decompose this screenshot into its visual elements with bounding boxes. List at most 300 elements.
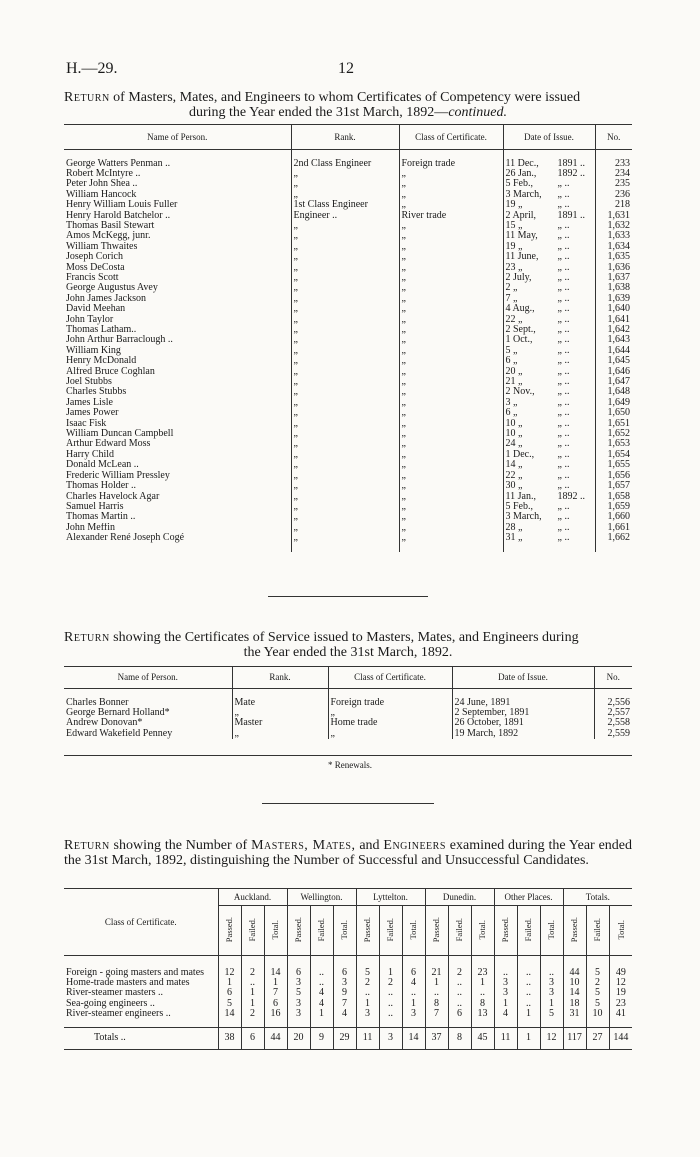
issue-date: [503, 200, 595, 210]
issue-year: „ ..: [557, 293, 570, 304]
subcol-header: [287, 906, 310, 956]
count-cell: 7: [333, 999, 356, 1009]
certificate-number: 235: [615, 179, 630, 190]
issue-day: 3 March,: [505, 512, 542, 523]
rank: „: [291, 190, 399, 200]
person-name: David Meehan: [64, 304, 291, 314]
table-row: [64, 294, 632, 304]
issue-date: 26 October, 1891: [452, 718, 594, 728]
count-cell: 49: [615, 967, 626, 978]
examinations-table: [64, 888, 632, 1050]
issue-day: 6 „: [505, 408, 518, 419]
issue-year: 1891 ..: [557, 210, 585, 221]
col-header-class: Class of Certificate.: [328, 667, 452, 689]
table-row: [64, 419, 632, 429]
person-name: Peter John Shea ..: [64, 179, 291, 189]
table-row: [64, 999, 632, 1009]
certificate-class: „: [399, 387, 503, 397]
issue-date: [503, 419, 595, 429]
person-name: Moss DeCosta: [64, 263, 291, 273]
issue-day: 10 „: [505, 418, 523, 429]
total-cell: 117: [563, 1028, 586, 1050]
count-cell: 4: [310, 999, 333, 1009]
count-cell: 8: [471, 999, 494, 1009]
issue-day: 11 May,: [505, 231, 538, 242]
count-cell: ..: [356, 988, 379, 998]
rank: „: [291, 502, 399, 512]
person-name: James Lisle: [64, 398, 291, 408]
subcol-header-label: Total.: [615, 919, 626, 940]
count-cell: 6: [333, 968, 356, 978]
rank: „: [291, 315, 399, 325]
certificate-class: „: [399, 481, 503, 491]
total-cell: 45: [471, 1028, 494, 1050]
certificate-class: „: [399, 304, 503, 314]
subcol-header-label: Failed.: [523, 917, 534, 941]
issue-date: [503, 429, 595, 439]
issue-day: 22 „: [505, 314, 523, 325]
issue-day: 6 „: [505, 356, 518, 367]
person-name: Edward Wakefield Penney: [64, 729, 232, 739]
table-row: [64, 377, 632, 387]
subcol-header: [241, 906, 264, 956]
count-cell: ..: [540, 968, 563, 978]
issue-date: [503, 190, 595, 200]
rank: „: [291, 450, 399, 460]
subcol-header-label: Failed.: [592, 917, 603, 941]
person-name: Henry Harold Batchelor ..: [64, 211, 291, 221]
count-cell: 6: [218, 988, 241, 998]
certificate-number: 2,558: [607, 718, 630, 729]
issue-date: [503, 283, 595, 293]
count-cell: ..: [517, 968, 540, 978]
certificate-class: „: [399, 200, 503, 210]
totals-row: [64, 1028, 632, 1050]
issue-year: „ ..: [557, 439, 570, 450]
issue-date: [503, 263, 595, 273]
certificate-class: „: [399, 335, 503, 345]
col-header-class: Class of Certificate.: [64, 889, 218, 956]
rank: „: [291, 283, 399, 293]
rank: „: [291, 252, 399, 262]
person-name: Donald McLean ..: [64, 460, 291, 470]
count-cell: ..: [379, 999, 402, 1009]
total-cell: 20: [287, 1028, 310, 1050]
rank: „: [291, 221, 399, 231]
table-row: [64, 231, 632, 241]
count-cell: ..: [379, 1009, 402, 1019]
subcol-header: [494, 906, 517, 956]
table-row: [64, 988, 632, 998]
total-cell: 8: [448, 1028, 471, 1050]
person-name: William Thwaites: [64, 242, 291, 252]
rank: „: [291, 377, 399, 387]
subcol-header: [264, 906, 287, 956]
count-cell: 5: [540, 1009, 563, 1019]
count-cell: 5: [356, 968, 379, 978]
subcol-header: [609, 906, 632, 956]
count-cell: 4: [310, 988, 333, 998]
certificate-class: River trade: [399, 211, 503, 221]
page-header: [66, 60, 632, 78]
rank: „: [291, 419, 399, 429]
issue-day: 30 „: [505, 481, 523, 492]
rank: „: [291, 533, 399, 543]
count-cell: 10: [586, 1009, 609, 1019]
person-name: Francis Scott: [64, 273, 291, 283]
issue-year: „ ..: [557, 283, 570, 294]
table-row: [64, 429, 632, 439]
count-cell: ..: [494, 968, 517, 978]
issue-day: 3 „: [505, 397, 518, 408]
certificate-class: „: [399, 221, 503, 231]
rank: „: [291, 471, 399, 481]
certificate-class: „: [399, 523, 503, 533]
issue-year: „ ..: [557, 220, 570, 231]
table-row: [64, 283, 632, 293]
count-cell: ..: [310, 978, 333, 988]
service-certificates-table: [64, 666, 632, 739]
total-cell: 27: [586, 1028, 609, 1050]
count-cell: 12: [615, 977, 626, 988]
table-row: [64, 1009, 632, 1019]
group-header: Auckland.: [218, 889, 287, 906]
person-name: William Duncan Campbell: [64, 429, 291, 439]
count-cell: 3: [494, 978, 517, 988]
person-name: George Watters Penman ..: [64, 159, 291, 169]
count-cell: 2: [379, 978, 402, 988]
rank: „: [291, 481, 399, 491]
rank: Master: [232, 718, 328, 728]
total-cell: 11: [356, 1028, 379, 1050]
count-cell: 9: [333, 988, 356, 998]
issue-year: „ ..: [557, 470, 570, 481]
rank: „: [291, 325, 399, 335]
count-cell: 13: [471, 1009, 494, 1019]
count-cell: 2: [586, 978, 609, 988]
count-cell: 1: [425, 978, 448, 988]
issue-year: „ ..: [557, 429, 570, 440]
certificate-number: 1,647: [607, 377, 630, 388]
issue-date: [503, 481, 595, 491]
certificate-class: „: [399, 283, 503, 293]
table3-title: Return showing the Number of Masters, Mates, and Engineers examined during the Year ended the 31st March, 1892, distinguishing the Number of Successful and Unsuccessful Candidates.: [64, 838, 632, 868]
count-cell: 5: [218, 999, 241, 1009]
table-row: [64, 398, 632, 408]
count-cell: 6: [402, 968, 425, 978]
certificate-number: 1,653: [607, 439, 630, 450]
certificate-number: 1,662: [607, 533, 630, 544]
certificate-number: 1,636: [607, 262, 630, 273]
table-row: [64, 211, 632, 221]
count-cell: ..: [517, 978, 540, 988]
rank: „: [291, 304, 399, 314]
issue-year: „ ..: [557, 345, 570, 356]
rank: „: [291, 460, 399, 470]
rank: „: [291, 492, 399, 502]
count-cell: ..: [517, 988, 540, 998]
count-cell: 1: [310, 1009, 333, 1019]
issue-date: [503, 408, 595, 418]
issue-day: 4 Aug.,: [505, 304, 535, 315]
certificate-class: „: [399, 492, 503, 502]
col-header-name: Name of Person.: [64, 125, 291, 150]
issue-date: [503, 242, 595, 252]
table-row: [64, 242, 632, 252]
issue-date: [503, 512, 595, 522]
issue-day: 5 „: [505, 345, 518, 356]
certificate-number: 1,660: [607, 512, 630, 523]
rank: Mate: [232, 698, 328, 708]
issue-date: [503, 304, 595, 314]
table-row: [64, 159, 632, 169]
certificate-number: 1,641: [607, 314, 630, 325]
certificate-class: „: [328, 708, 452, 718]
issue-year: „ ..: [557, 418, 570, 429]
count-cell: ..: [241, 978, 264, 988]
count-cell: 3: [540, 988, 563, 998]
person-name: Henry William Louis Fuller: [64, 200, 291, 210]
count-cell: 2: [241, 1009, 264, 1019]
table-row: [64, 304, 632, 314]
issue-year: „ ..: [557, 241, 570, 252]
issue-year: „ ..: [557, 387, 570, 398]
issue-day: 2 „: [505, 283, 518, 294]
issue-date: [503, 335, 595, 345]
count-cell: ..: [471, 988, 494, 998]
total-cell: 29: [333, 1028, 356, 1050]
count-cell: 4: [494, 1009, 517, 1019]
table-row: [64, 718, 632, 728]
subcol-header-label: Failed.: [454, 917, 465, 941]
certificate-number: 1,643: [607, 335, 630, 346]
rank: „: [291, 273, 399, 283]
total-cell: 6: [241, 1028, 264, 1050]
rank: „: [291, 335, 399, 345]
issue-day: 11 Jan.,: [505, 491, 536, 502]
issue-date: [503, 523, 595, 533]
certificate-number: 1,659: [607, 501, 630, 512]
person-name: James Power: [64, 408, 291, 418]
count-cell: 6: [448, 1009, 471, 1019]
issue-date: [503, 502, 595, 512]
issue-date: [503, 169, 595, 179]
issue-year: „ ..: [557, 262, 570, 273]
issue-day: 20 „: [505, 366, 523, 377]
certificate-class: „: [399, 450, 503, 460]
certificate-number: 1,634: [607, 241, 630, 252]
rank: Engineer ..: [291, 211, 399, 221]
total-cell: 3: [379, 1028, 402, 1050]
count-cell: 1: [264, 978, 287, 988]
issue-year: „ ..: [557, 252, 570, 263]
certificate-number: 234: [615, 168, 630, 179]
issue-year: „ ..: [557, 366, 570, 377]
certificate-number: 1,633: [607, 231, 630, 242]
subcol-header-label: Total.: [270, 919, 281, 940]
count-cell: 3: [333, 978, 356, 988]
issue-day: 7 „: [505, 293, 518, 304]
subcol-header: [310, 906, 333, 956]
table-row: [64, 190, 632, 200]
person-name: George Augustus Avey: [64, 283, 291, 293]
person-name: Frederic William Pressley: [64, 471, 291, 481]
person-name: William King: [64, 346, 291, 356]
rank: „: [291, 263, 399, 273]
subcol-header: [356, 906, 379, 956]
certificate-number: 1,658: [607, 491, 630, 502]
person-name: Thomas Holder ..: [64, 481, 291, 491]
certificate-class: Home trade: [328, 718, 452, 728]
count-cell: ..: [425, 988, 448, 998]
rank: „: [291, 367, 399, 377]
certificate-number: 1,639: [607, 293, 630, 304]
certificate-number: 233: [615, 158, 630, 169]
issue-date: 19 March, 1892: [452, 729, 594, 739]
subcol-header: [563, 906, 586, 956]
col-header-name: Name of Person.: [64, 667, 232, 689]
issue-date: [503, 159, 595, 169]
issue-year: „ ..: [557, 522, 570, 533]
table1-title: Return of Masters, Mates, and Engineers to whom Certificates of Competency were issued during the Year ended the 31st March, 1892—continued.: [64, 90, 581, 120]
certificate-number: 2,556: [607, 697, 630, 708]
issue-date: [503, 460, 595, 470]
subcol-header: [218, 906, 241, 956]
count-cell: ..: [448, 978, 471, 988]
certificate-class: „: [399, 419, 503, 429]
person-name: Thomas Latham..: [64, 325, 291, 335]
col-header-date: Date of Issue.: [452, 667, 594, 689]
issue-date: [503, 294, 595, 304]
issue-year: „ ..: [557, 325, 570, 335]
issue-day: 23 „: [505, 262, 523, 273]
count-cell: 6: [264, 999, 287, 1009]
issue-date: [503, 221, 595, 231]
issue-date: [503, 211, 595, 221]
rank: „: [291, 398, 399, 408]
table-row: [64, 221, 632, 231]
issue-date: [503, 231, 595, 241]
issue-day: 2 April,: [505, 210, 537, 221]
certificate-number: 1,637: [607, 272, 630, 283]
certificate-class: „: [399, 263, 503, 273]
table-row: [64, 512, 632, 522]
issue-day: 5 Feb.,: [505, 179, 533, 190]
issue-day: 19 „: [505, 200, 523, 211]
certificate-number: 1,645: [607, 356, 630, 367]
table-row: [64, 169, 632, 179]
certificate-number: 1,631: [607, 210, 630, 221]
person-name: Joseph Corich: [64, 252, 291, 262]
certificate-number: 1,640: [607, 304, 630, 315]
subcol-header-label: Total.: [408, 919, 419, 940]
certificate-class-label: Home-trade masters and mates: [64, 978, 218, 988]
issue-year: „ ..: [557, 272, 570, 283]
rank: „: [291, 242, 399, 252]
person-name: Isaac Fisk: [64, 419, 291, 429]
issue-year: „ ..: [557, 449, 570, 460]
competency-certificates-table: [64, 124, 632, 552]
person-name: Joel Stubbs: [64, 377, 291, 387]
issue-year: 1892 ..: [557, 491, 585, 502]
total-cell: 1: [517, 1028, 540, 1050]
issue-year: „ ..: [557, 231, 570, 242]
certificate-class: „: [399, 439, 503, 449]
issue-day: 11 Dec.,: [505, 158, 539, 169]
renewals-footnote: * Renewals.: [328, 760, 372, 770]
certificate-number: 1,642: [607, 325, 630, 335]
count-cell: 31: [563, 1009, 586, 1019]
certificate-number: 1,654: [607, 449, 630, 460]
count-cell: 1: [517, 1009, 540, 1019]
page-number: 12: [338, 60, 354, 77]
certificate-number: 1,648: [607, 387, 630, 398]
table-row: [64, 450, 632, 460]
col-header-class: Class of Certificate.: [399, 125, 503, 150]
issue-date: [503, 398, 595, 408]
certificate-class: „: [399, 179, 503, 189]
table-row: [64, 387, 632, 397]
certificate-class: „: [399, 252, 503, 262]
rank: „: [291, 439, 399, 449]
table-row: [64, 325, 632, 335]
col-header-date: Date of Issue.: [503, 125, 595, 150]
issue-year: „ ..: [557, 356, 570, 367]
count-cell: 7: [264, 988, 287, 998]
issue-year: „ ..: [557, 512, 570, 523]
certificate-number: 1,649: [607, 397, 630, 408]
issue-date: [503, 315, 595, 325]
table-row: [64, 252, 632, 262]
subcol-header-label: Passed.: [224, 916, 235, 942]
issue-year: 1891 ..: [557, 158, 585, 169]
certificate-class: „: [399, 169, 503, 179]
subcol-header-label: Total.: [546, 919, 557, 940]
issue-day: 2 Nov.,: [505, 387, 535, 398]
certificate-number: 1,644: [607, 345, 630, 356]
table-row: [64, 968, 632, 978]
count-cell: 1: [241, 988, 264, 998]
rank: „: [291, 356, 399, 366]
table-row: [64, 335, 632, 345]
count-cell: 3: [540, 978, 563, 988]
issue-day: 14 „: [505, 460, 523, 471]
count-cell: ..: [448, 999, 471, 1009]
subcol-header: [402, 906, 425, 956]
count-cell: 1: [494, 999, 517, 1009]
count-cell: ..: [517, 999, 540, 1009]
rank: „: [291, 179, 399, 189]
issue-day: 24 „: [505, 439, 523, 450]
issue-date: [503, 439, 595, 449]
count-cell: 21: [425, 968, 448, 978]
issue-day: 3 March,: [505, 189, 542, 200]
subcol-header-label: Total.: [477, 919, 488, 940]
issue-year: „ ..: [557, 200, 570, 211]
count-cell: 5: [586, 988, 609, 998]
total-cell: 9: [310, 1028, 333, 1050]
issue-year: „ ..: [557, 408, 570, 419]
subcol-header-label: Passed.: [500, 916, 511, 942]
table-row: [64, 263, 632, 273]
table2-bottom-rule: [64, 755, 632, 756]
person-name: Samuel Harris: [64, 502, 291, 512]
subcol-header-label: Failed.: [316, 917, 327, 941]
issue-date: [503, 533, 595, 543]
table-row: [64, 481, 632, 491]
certificate-number: 1,656: [607, 470, 630, 481]
issue-date: [503, 471, 595, 481]
